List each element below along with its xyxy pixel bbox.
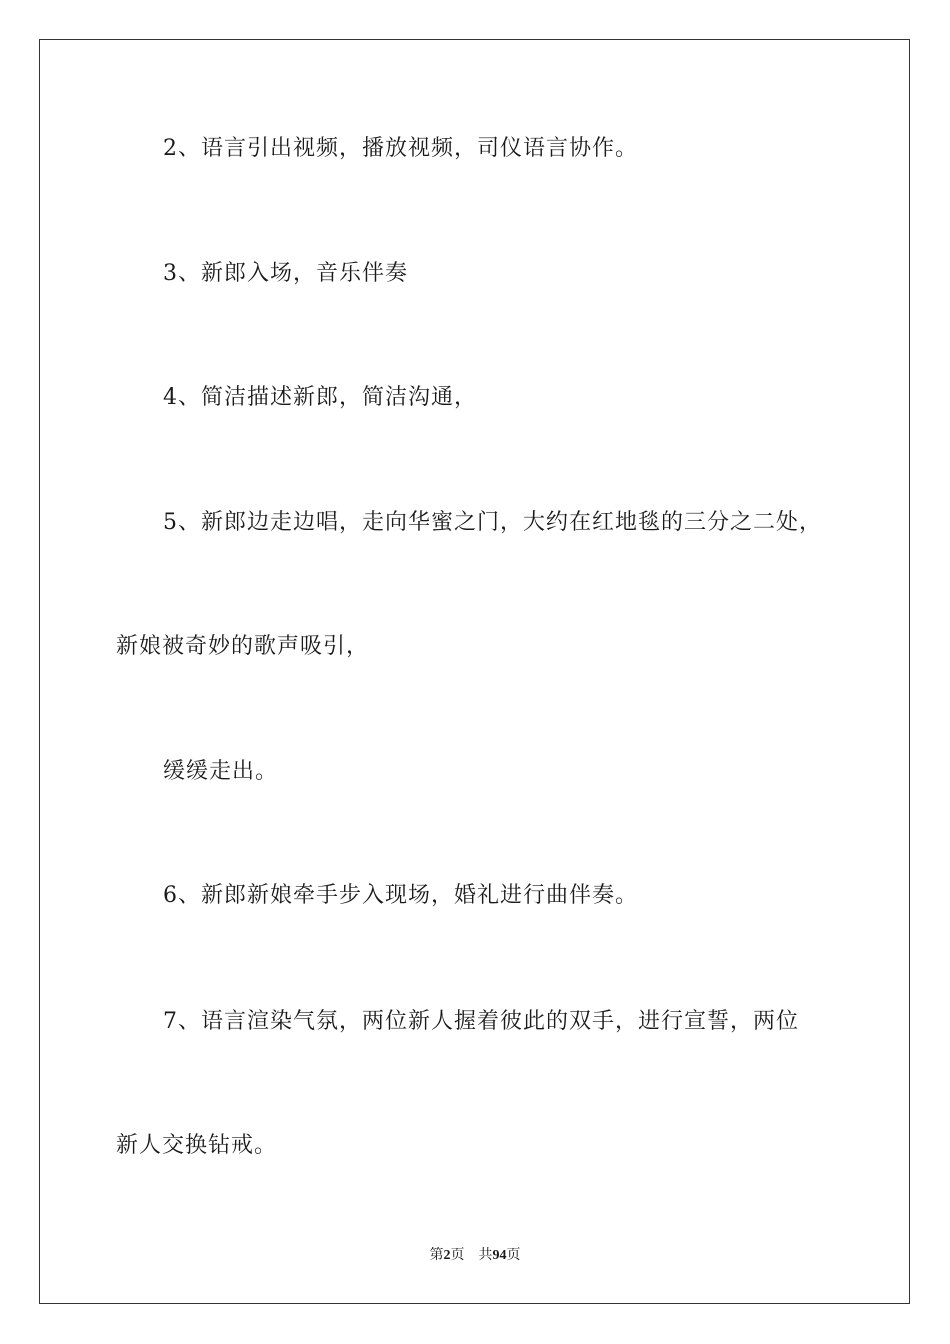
paragraph-step-7: 7、语言渲染气氛，两位新人握着彼此的双手，进行宣誓，两位: [163, 1009, 799, 1034]
total-suffix: 页: [506, 1248, 521, 1263]
paragraph-step-3: 3、新郎入场，音乐伴奏: [163, 261, 408, 286]
total-prefix: 共: [478, 1248, 493, 1263]
paragraph-step-7-continued: 新人交换钻戒。: [116, 1133, 278, 1158]
paragraph-indented-line: 缓缓走出。: [163, 759, 279, 784]
paragraph-step-4: 4、简洁描述新郎，简洁沟通，: [163, 385, 477, 410]
paragraph-step-2: 2、语言引出视频，播放视频，司仪语言协作。: [163, 136, 638, 161]
page-number: 2: [443, 1248, 451, 1263]
paragraph-step-6: 6、新郎新娘牵手步入现场，婚礼进行曲伴奏。: [163, 883, 638, 908]
page-footer: [0, 1247, 950, 1265]
page-suffix: 页: [450, 1248, 465, 1263]
total-pages: 94: [492, 1248, 507, 1263]
paragraph-step-5: 5、新郎边走边唱，走向华蜜之门，大约在红地毯的三分之二处，: [163, 510, 822, 535]
page-prefix: 第: [429, 1248, 444, 1263]
page-border: [39, 39, 910, 1304]
paragraph-step-5-continued: 新娘被奇妙的歌声吸引，: [116, 634, 370, 659]
